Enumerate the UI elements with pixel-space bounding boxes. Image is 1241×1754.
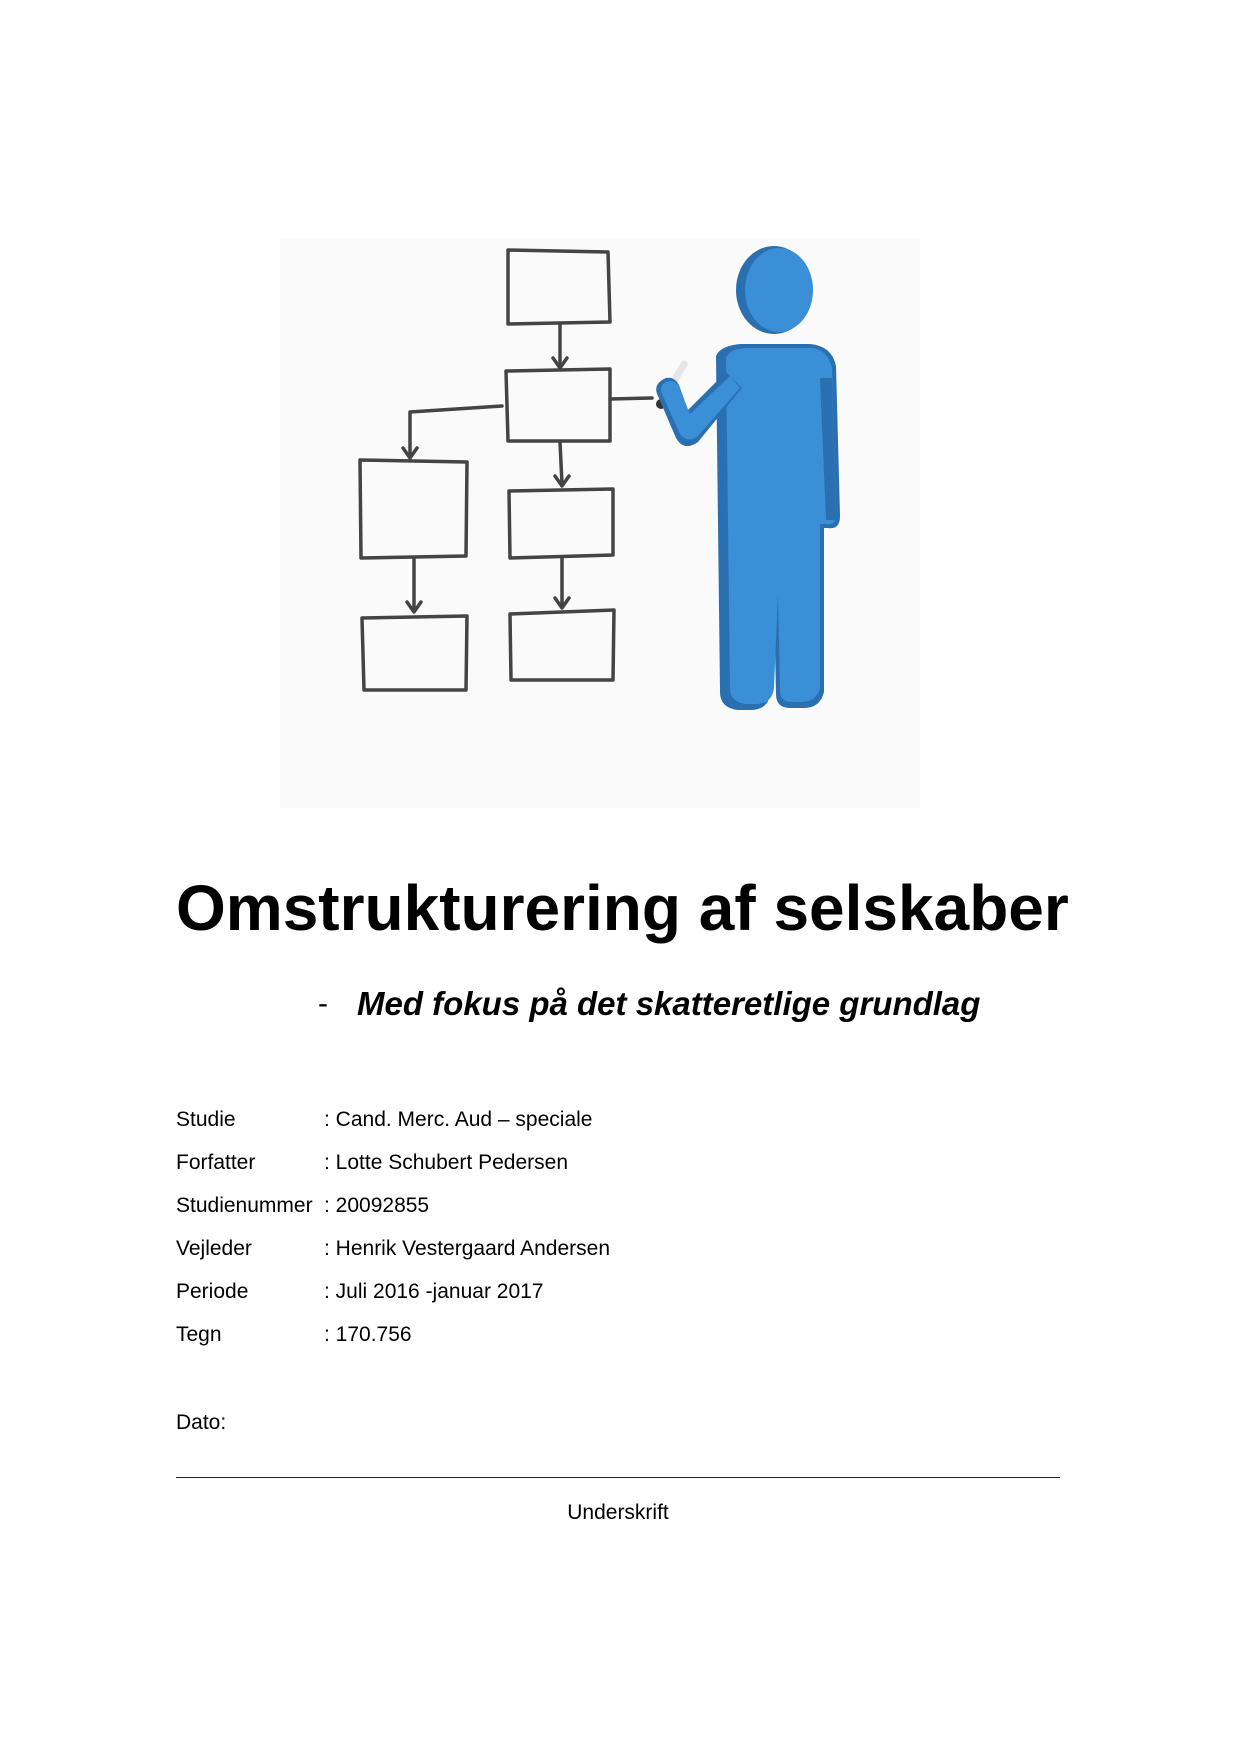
signature-label: Underskrift: [567, 1501, 669, 1524]
info-row-vejleder: [176, 1227, 876, 1270]
info-row-studienummer: [176, 1184, 876, 1227]
info-label: Vejleder: [176, 1236, 252, 1260]
subtitle-dash: -: [318, 987, 328, 1020]
info-label: Tegn: [176, 1322, 222, 1346]
info-label: Forfatter: [176, 1150, 256, 1174]
info-row-tegn: [176, 1313, 876, 1356]
info-value: : Henrik Vestergaard Andersen: [324, 1236, 611, 1260]
info-label: Periode: [176, 1279, 249, 1303]
info-row-periode: [176, 1270, 876, 1313]
info-value: : 20092855: [324, 1193, 430, 1217]
info-value: : Cand. Merc. Aud – speciale: [324, 1107, 593, 1131]
flowchart-person-icon: [280, 238, 920, 808]
info-row-forfatter: [176, 1141, 876, 1184]
flowchart-person-illustration: [280, 238, 920, 808]
info-label: Studienummer: [176, 1193, 313, 1217]
signature-line: [176, 1477, 1060, 1478]
info-label: Studie: [176, 1107, 236, 1131]
info-value: : Juli 2016 -januar 2017: [324, 1279, 544, 1303]
page-subtitle: Med fokus på det skatteretlige grundlag: [357, 985, 981, 1022]
info-value: : 170.756: [324, 1322, 412, 1346]
info-row-studie: [176, 1098, 876, 1141]
info-table: [176, 1098, 876, 1356]
info-value: : Lotte Schubert Pedersen: [324, 1150, 568, 1174]
page-title: Omstrukturering af selskaber: [176, 872, 1069, 944]
date-label: Dato:: [176, 1411, 227, 1434]
